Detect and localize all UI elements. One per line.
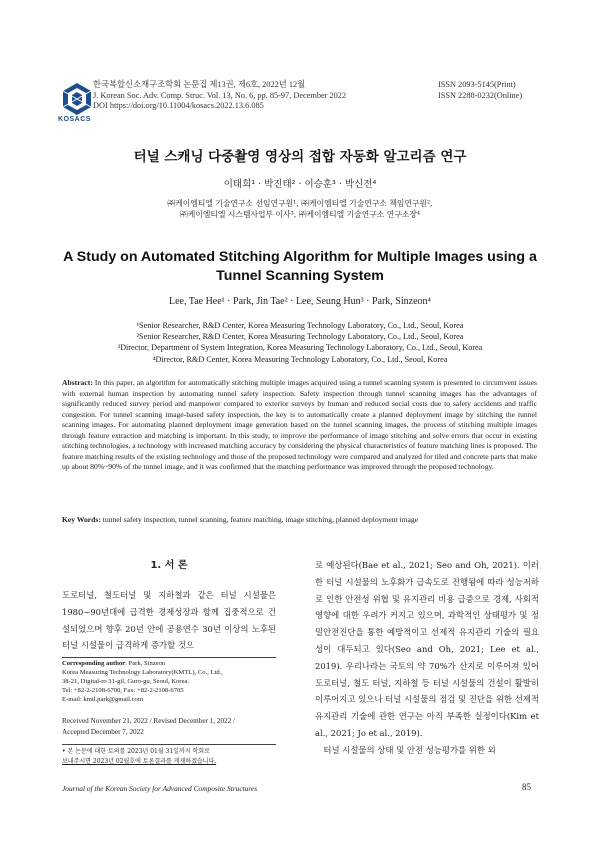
logo-text: KOSACS [58, 116, 91, 123]
correspondence-label: Corresponding author [62, 660, 126, 667]
page-number: 85 [522, 782, 531, 792]
english-title-line-2: Tunnel Scanning System [216, 268, 384, 284]
correspondence-name: : Park, Sinzeon [125, 660, 166, 667]
keywords-label: Key Words: [62, 515, 101, 524]
footnote-divider [62, 657, 276, 658]
journal-header-line-2: J. Korean Soc. Adv. Comp. Struc. Vol. 13, No. 6, pp. 85-97, December 2022 [93, 90, 347, 100]
right-column-paragraph-2: 터널 시설물의 상태 및 안전 성능평가를 위한 외 [323, 744, 496, 755]
left-column-body: 도로터널, 철도터널 및 지하철과 같은 터널 시설물은 1980~90년대에 급격한 경제성장과 함께 집중적으로 건설되었으며 향후 20년 안에 공용연수 30년 이상의 노후된 터널 시설물이 급격하게 증가할 것으 [62, 590, 276, 651]
correspondence-email[interactable]: E-mail: kmtl.park@gmail.com [62, 696, 143, 703]
keywords [62, 515, 537, 525]
english-title [40, 248, 560, 286]
english-authors: Lee, Tae Hee¹ · Park, Jin Tae² · Lee, Seung Hun³ · Park, Sinzeon⁴ [168, 296, 432, 307]
section-title: 1. 서 론 [150, 560, 188, 571]
english-affiliation-2: ²Senior Researcher, R&D Center, Korea Measuring Technology Laboratory, Co., Ltd., Seoul, Korea [136, 332, 464, 342]
korean-title: 터널 스캐닝 다중촬영 영상의 접합 자동화 알고리즘 연구 [133, 149, 467, 165]
kosacs-logo-icon [62, 82, 92, 116]
correspondence-line-3: Tel: +82-2-2108-6700, Fax: +82-2-2108-6705 [62, 687, 184, 694]
journal-footer: Journal of the Korean Society for Advanced Composite Structures [62, 784, 258, 793]
issn-print: ISSN 2093-5145(Print) [438, 80, 516, 89]
dates-line-1: Received November 21, 2022 / Revised December 1, 2022 / [62, 717, 236, 725]
article-dates [62, 716, 276, 737]
discussion-note [62, 747, 276, 766]
issn-block [438, 80, 522, 101]
keywords-text: tunnel safety inspection, tunnel scanning, feature matching, image stitching, planned deployment image [102, 515, 419, 524]
korean-authors: 이태희¹ · 박진태² · 이승훈³ · 박신전⁴ [223, 179, 377, 190]
english-affiliations [0, 320, 600, 365]
journal-header [93, 80, 346, 112]
correspondence-block [62, 659, 276, 704]
note-line-2: 보내주시면 2023년 02월호에 토론결과를 게재하겠습니다. [62, 757, 217, 765]
english-affiliation-3: ³Director, Department of System Integration, Korea Measuring Technology Laboratory, Co., Ltd., Seoul, Korea [117, 343, 483, 353]
note-line-1: • 본 논문에 대한 토의를 2023년 01월 31일까지 학회로 [62, 748, 210, 755]
korean-affiliations [0, 198, 600, 220]
issn-online: ISSN 2288-0232(Online) [438, 90, 523, 100]
doi-link[interactable]: DOI https://doi.org/10.11004/kosacs.2022.13.6.085 [93, 101, 264, 110]
dates-line-2: Accepted December 7, 2022 [62, 727, 144, 736]
correspondence-line-1: Korea Measuring Technology Laboratory(KMTL), Co., Ltd., [62, 669, 223, 676]
correspondence-line-2: 38-21, Digital-ro 31-gil, Guro-gu, Seoul, Korea. [62, 678, 190, 685]
english-affiliation-4: ⁴Director, R&D Center, Korea Measuring Technology Laboratory, Co., Ltd., Seoul, Korea [152, 354, 448, 364]
journal-header-line-1: 한국복합신소재구조학회 논문집 제13권, 제6호, 2022년 12월 [93, 80, 306, 89]
abstract-text: In this paper, an algorithm for automatically stitching multiple images acquired using a tunnel scanning system is presented to circumvent issues with external human inspection by automating tunnel safety inspection. Safety inspection through tunnel scanning images has the advantages of significantly reduced survey period and manpower compared to exterior surveys by human and reduced social costs due to safety accidents and traffic congestion. For tunnel scanning image-based safety inspection, the key is to automatically create a planned deployment image by stitching the tunnel scanning images. For automating planned deployment image generation based on the tunnel scanning images, the process of stitching multiple images through feature extraction and matching is important. In this study, to improve the performance of image stitching and solve errors that occur in existing stitching technologies, a technology with increased matching accuracy by considering the physical characteristics of feature matching lines is proposed. The feature matching results of the existing technology and those of the proposed technology were compared and analyzed for tiled and concrete parts that make up about 80%~90% of the tunnel image, and it was confirmed that the matching performance was improved through the proposed technology. [62, 378, 537, 471]
right-column-body [315, 557, 539, 759]
abstract [62, 378, 537, 473]
english-affiliation-1: ¹Senior Researcher, R&D Center, Korea Measuring Technology Laboratory, Co., Ltd., Seoul, Korea [136, 321, 464, 330]
note-divider [62, 744, 276, 745]
abstract-label: Abstract: [62, 378, 93, 387]
korean-affiliation-line-2: ㈜케이엠티엘 시스템사업부 이사³, ㈜케이엠티엘 기술연구소 연구소장⁴ [179, 210, 421, 219]
right-column-paragraph-1: 로 예상된다(Bae et al., 2021; Seo and Oh, 2021). 이러한 터널 시설물의 노후화가 급속도로 진행됨에 따라 성능저하로 인한 안전성 위협 및 유지관리 비용 급증으로 경제, 사회적 영향에 대한 우려가 커지고 있으며, 과학적인 상태평가 및 정밀안전진단을 통한 예방적이고 선제적 유지관리 기술의 필요성이 대두되고 있다(Seo and Oh, 2021; Lee et al., 2019). 우리나라는 국토의 약 70%가 산지로 이루어져 있어 도로터널, 철도 터널, 지하철 등 터널 시설물의 건설이 활발히 이루어지고 있으나 터널 시설물의 점검 및 진단을 위한 선제적 유지관리 기술에 관한 연구는 아직 부족한 실정이다(Kim et al., 2021; Jo et al., 2019). [315, 560, 539, 738]
korean-affiliation-line-1: ㈜케이엠티엘 기술연구소 선임연구원¹, ㈜케이엠티엘 기술연구소 책임연구원², [167, 199, 433, 208]
english-title-line-1: A Study on Automated Stitching Algorithm for Multiple Images using a [63, 249, 537, 265]
